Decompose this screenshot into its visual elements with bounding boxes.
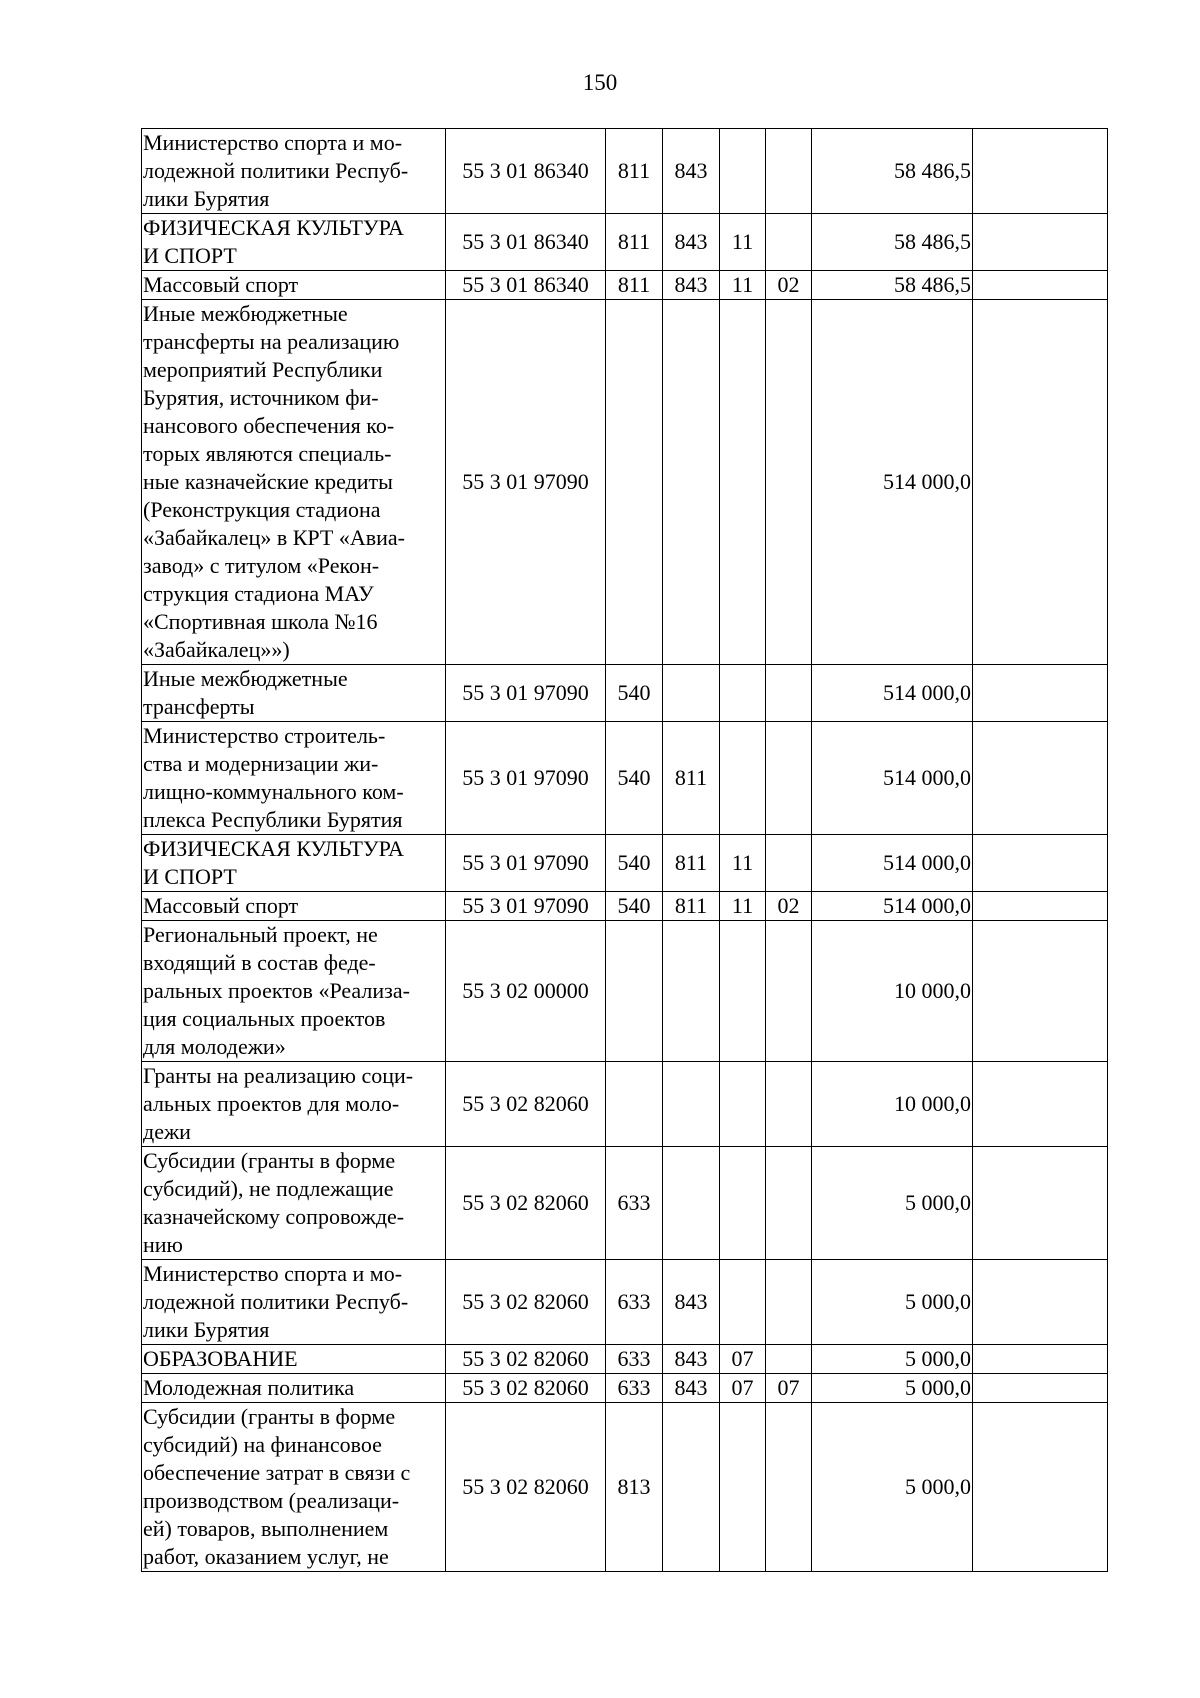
amount-cell: 5 000,0 (812, 1147, 973, 1260)
expense-type-cell: 540 (606, 722, 663, 835)
table-row (142, 1260, 1108, 1345)
department-cell (663, 1147, 720, 1260)
subsection-cell (766, 214, 812, 271)
subsection-cell (766, 1260, 812, 1345)
subsection-cell (766, 921, 812, 1062)
subsection-cell (766, 1403, 812, 1572)
extra-amount-cell (973, 214, 1108, 271)
department-cell (663, 1403, 720, 1572)
target-article-cell: 55 3 01 86340 (446, 129, 606, 214)
target-article-cell: 55 3 01 97090 (446, 892, 606, 921)
extra-amount-cell (973, 1374, 1108, 1403)
table-row (142, 1147, 1108, 1260)
expense-type-cell: 633 (606, 1147, 663, 1260)
section-cell (720, 921, 766, 1062)
department-cell (663, 300, 720, 665)
amount-cell: 514 000,0 (812, 722, 973, 835)
section-cell: 07 (720, 1374, 766, 1403)
department-cell: 811 (663, 892, 720, 921)
expense-type-cell: 811 (606, 271, 663, 300)
amount-cell: 10 000,0 (812, 921, 973, 1062)
section-cell: 11 (720, 835, 766, 892)
item-name-cell: Массовый спорт (142, 271, 446, 300)
item-name-cell: ОБРАЗОВАНИЕ (142, 1345, 446, 1374)
item-name-cell: Региональный проект, не входящий в состав феде- ральных проектов «Реализа- ция социальных проектов для молодежи» (142, 921, 446, 1062)
department-cell: 843 (663, 129, 720, 214)
amount-cell: 58 486,5 (812, 214, 973, 271)
item-name-cell: Субсидии (гранты в форме субсидий), не подлежащие казначейскому сопровожде- нию (142, 1147, 446, 1260)
subsection-cell (766, 665, 812, 722)
target-article-cell: 55 3 02 82060 (446, 1374, 606, 1403)
subsection-cell (766, 300, 812, 665)
subsection-cell (766, 129, 812, 214)
department-cell: 811 (663, 835, 720, 892)
subsection-cell: 02 (766, 892, 812, 921)
expense-type-cell (606, 300, 663, 665)
budget-table (141, 128, 1108, 1572)
expense-type-cell: 633 (606, 1374, 663, 1403)
table-row (142, 835, 1108, 892)
target-article-cell: 55 3 01 97090 (446, 835, 606, 892)
target-article-cell: 55 3 02 00000 (446, 921, 606, 1062)
table-row (142, 1403, 1108, 1572)
section-cell: 07 (720, 1345, 766, 1374)
target-article-cell: 55 3 01 97090 (446, 665, 606, 722)
extra-amount-cell (973, 300, 1108, 665)
target-article-cell: 55 3 02 82060 (446, 1147, 606, 1260)
extra-amount-cell (973, 271, 1108, 300)
extra-amount-cell (973, 835, 1108, 892)
extra-amount-cell (973, 722, 1108, 835)
section-cell: 11 (720, 214, 766, 271)
item-name-cell: ФИЗИЧЕСКАЯ КУЛЬТУРА И СПОРТ (142, 214, 446, 271)
item-name-cell: Иные межбюджетные трансферты на реализацию мероприятий Республики Бурятия, источником фи- нансового обеспечения ко- торых являются специаль- ные казначейские кредиты (Реконструкция стадиона «Забайкалец» в КРТ «Авиа- завод» с титулом «Рекон- струкция стадиона МАУ «Спортивная школа №16 «Забайкалец»») (142, 300, 446, 665)
department-cell: 843 (663, 214, 720, 271)
amount-cell: 514 000,0 (812, 665, 973, 722)
item-name-cell: Министерство спорта и мо- лодежной политики Респуб- лики Бурятия (142, 1260, 446, 1345)
section-cell (720, 129, 766, 214)
extra-amount-cell (973, 1147, 1108, 1260)
amount-cell: 10 000,0 (812, 1062, 973, 1147)
section-cell (720, 1062, 766, 1147)
target-article-cell: 55 3 02 82060 (446, 1260, 606, 1345)
item-name-cell: Молодежная политика (142, 1374, 446, 1403)
department-cell: 843 (663, 1260, 720, 1345)
target-article-cell: 55 3 02 82060 (446, 1062, 606, 1147)
item-name-cell: ФИЗИЧЕСКАЯ КУЛЬТУРА И СПОРТ (142, 835, 446, 892)
table-row (142, 300, 1108, 665)
section-cell (720, 1147, 766, 1260)
item-name-cell: Иные межбюджетные трансферты (142, 665, 446, 722)
department-cell: 811 (663, 722, 720, 835)
table-row (142, 921, 1108, 1062)
subsection-cell (766, 1147, 812, 1260)
amount-cell: 5 000,0 (812, 1403, 973, 1572)
section-cell (720, 1403, 766, 1572)
subsection-cell (766, 722, 812, 835)
expense-type-cell: 811 (606, 214, 663, 271)
item-name-cell: Министерство спорта и мо- лодежной политики Респуб- лики Бурятия (142, 129, 446, 214)
section-cell: 11 (720, 271, 766, 300)
page-number: 150 (582, 70, 618, 95)
extra-amount-cell (973, 1260, 1108, 1345)
table-row (142, 214, 1108, 271)
expense-type-cell (606, 921, 663, 1062)
subsection-cell (766, 835, 812, 892)
target-article-cell: 55 3 01 86340 (446, 271, 606, 300)
table-row (142, 271, 1108, 300)
table-row (142, 892, 1108, 921)
extra-amount-cell (973, 1062, 1108, 1147)
amount-cell: 58 486,5 (812, 129, 973, 214)
target-article-cell: 55 3 02 82060 (446, 1403, 606, 1572)
department-cell: 843 (663, 1345, 720, 1374)
extra-amount-cell (973, 892, 1108, 921)
expense-type-cell (606, 1062, 663, 1147)
target-article-cell: 55 3 01 97090 (446, 722, 606, 835)
table-body (142, 129, 1108, 1572)
amount-cell: 5 000,0 (812, 1345, 973, 1374)
subsection-cell (766, 1345, 812, 1374)
subsection-cell (766, 1062, 812, 1147)
item-name-cell: Гранты на реализацию соци- альных проектов для моло- дежи (142, 1062, 446, 1147)
extra-amount-cell (973, 129, 1108, 214)
item-name-cell: Министерство строитель- ства и модернизации жи- лищно-коммунального ком- плекса Республики Бурятия (142, 722, 446, 835)
section-cell (720, 300, 766, 665)
amount-cell: 5 000,0 (812, 1374, 973, 1403)
section-cell: 11 (720, 892, 766, 921)
expense-type-cell: 813 (606, 1403, 663, 1572)
expense-type-cell: 633 (606, 1260, 663, 1345)
amount-cell: 514 000,0 (812, 835, 973, 892)
subsection-cell: 02 (766, 271, 812, 300)
section-cell (720, 1260, 766, 1345)
table-row (142, 722, 1108, 835)
table-row (142, 665, 1108, 722)
department-cell (663, 665, 720, 722)
amount-cell: 514 000,0 (812, 300, 973, 665)
table-row (142, 1374, 1108, 1403)
table-row (142, 1345, 1108, 1374)
target-article-cell: 55 3 01 86340 (446, 214, 606, 271)
expense-type-cell: 811 (606, 129, 663, 214)
department-cell: 843 (663, 1374, 720, 1403)
extra-amount-cell (973, 1403, 1108, 1572)
department-cell: 843 (663, 271, 720, 300)
extra-amount-cell (973, 665, 1108, 722)
department-cell (663, 921, 720, 1062)
extra-amount-cell (973, 921, 1108, 1062)
table-row (142, 129, 1108, 214)
amount-cell: 58 486,5 (812, 271, 973, 300)
amount-cell: 514 000,0 (812, 892, 973, 921)
subsection-cell: 07 (766, 1374, 812, 1403)
target-article-cell: 55 3 01 97090 (446, 300, 606, 665)
department-cell (663, 1062, 720, 1147)
expense-type-cell: 540 (606, 892, 663, 921)
target-article-cell: 55 3 02 82060 (446, 1345, 606, 1374)
item-name-cell: Субсидии (гранты в форме субсидий) на финансовое обеспечение затрат в связи с производством (реализаци- ей) товаров, выполнением работ, оказанием услуг, не (142, 1403, 446, 1572)
expense-type-cell: 540 (606, 665, 663, 722)
extra-amount-cell (973, 1345, 1108, 1374)
item-name-cell: Массовый спорт (142, 892, 446, 921)
expense-type-cell: 540 (606, 835, 663, 892)
expense-type-cell: 633 (606, 1345, 663, 1374)
table-row (142, 1062, 1108, 1147)
section-cell (720, 722, 766, 835)
section-cell (720, 665, 766, 722)
amount-cell: 5 000,0 (812, 1260, 973, 1345)
